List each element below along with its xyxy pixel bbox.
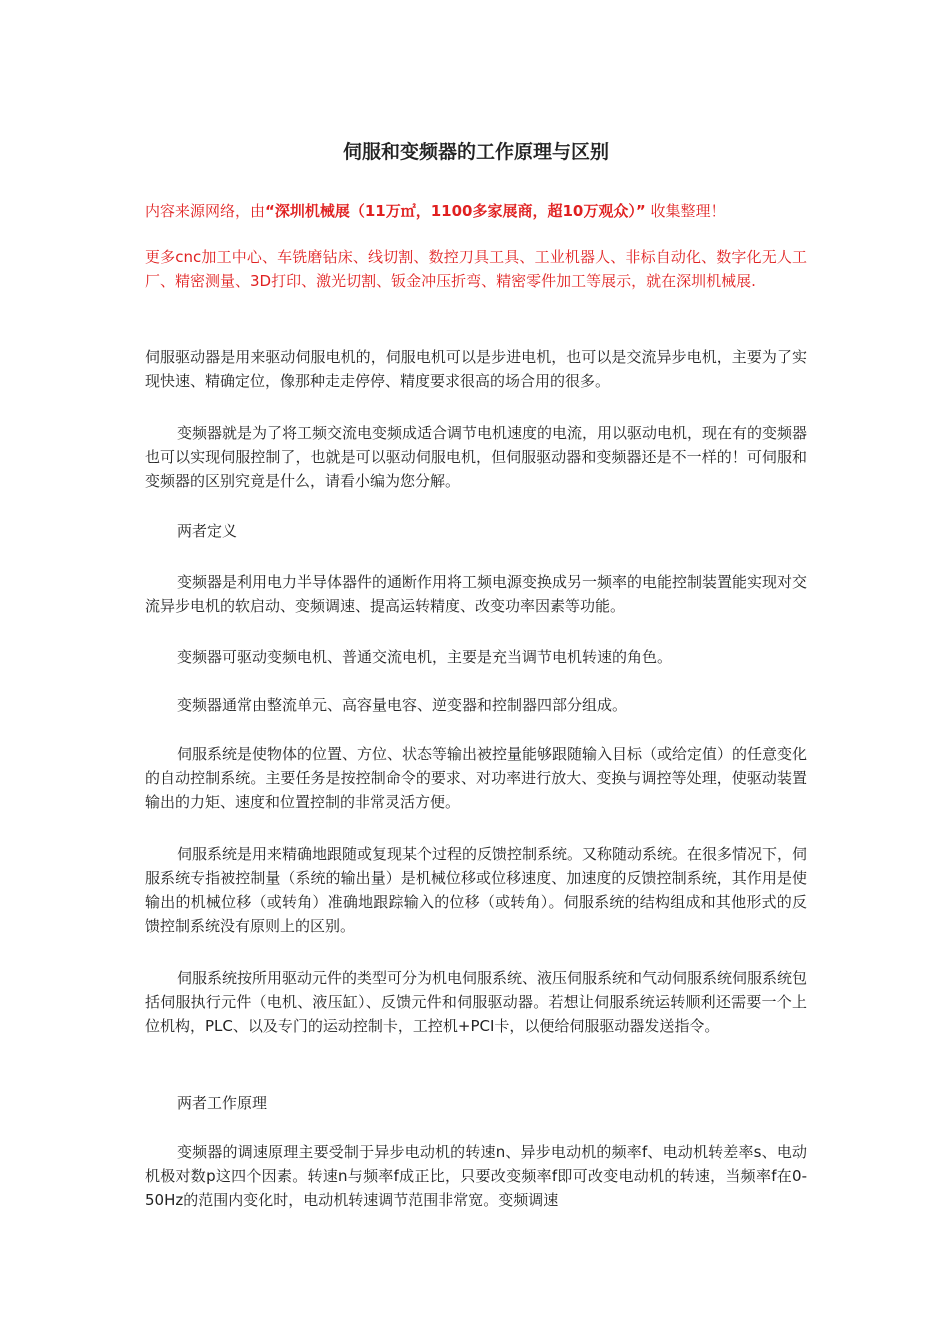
body-paragraph: 变频器是利用电力半导体器件的通断作用将工频电源变换成另一频率的电能控制装置能实现对交流异步电机的软启动、变频调速、提高运转精度、改变功率因素等功能。 bbox=[145, 573, 808, 615]
body-paragraph: 变频器可驱动变频电机、普通交流电机，主要是充当调节电机转速的角色。 bbox=[177, 648, 673, 666]
section-heading: 两者定义 bbox=[177, 522, 238, 540]
body-paragraph: 伺服系统按所用驱动元件的类型可分为机电伺服系统、液压伺服系统和气动伺服系统伺服系统包括伺服执行元件（电机、液压缸）、反馈元件和伺服驱动器。若想让伺服系统运转顺利还需要一个上位机构，PLC、以及专门的运动控制卡，工控机+PCI卡，以便给伺服驱动器发送指令。 bbox=[145, 969, 808, 1035]
source-suffix: 收集整理！ bbox=[650, 202, 726, 220]
body-paragraph: 变频器的调速原理主要受制于异步电动机的转速n、异步电动机的频率f、电动机转差率s、电动机极对数p这四个因素。转速n与频率f成正比，只要改变频率f即可改变电动机的转速，当频率f在0-50Hz的范围内变化时，电动机转速调节范围非常宽。变频调速 bbox=[145, 1143, 807, 1209]
source-prefix: 内容来源网络，由 bbox=[145, 202, 266, 220]
promo-paragraph: 更多cnc加工中心、车铣磨钻床、线切割、数控刀具工具、工业机器人、非标自动化、数字化无人工厂、精密测量、3D打印、激光切割、钣金冲压折弯、精密零件加工等展示，就在深圳机械展. bbox=[145, 248, 807, 290]
body-paragraph: 变频器就是为了将工频交流电变频成适合调节电机速度的电流，用以驱动电机，现在有的变频器也可以实现伺服控制了，也就是可以驱动伺服电机，但伺服驱动器和变频器还是不一样的！可伺服和变频器的区别究竟是什么，请看小编为您分解。 bbox=[145, 424, 808, 490]
section-heading: 两者工作原理 bbox=[177, 1094, 268, 1112]
body-paragraph: 伺服系统是使物体的位置、方位、状态等输出被控量能够跟随输入目标（或给定值）的任意变化的自动控制系统。主要任务是按控制命令的要求、对功率进行放大、变换与调控等处理，使驱动装置输出的力矩、速度和位置控制的非常灵活方便。 bbox=[145, 745, 808, 811]
body-paragraph: 伺服系统是用来精确地跟随或复现某个过程的反馈控制系统。又称随动系统。在很多情况下，伺服系统专指被控制量（系统的输出量）是机械位移或位移速度、加速度的反馈控制系统，其作用是使输出的机械位移（或转角）准确地跟踪输入的位移（或转角）。伺服系统的结构组成和其他形式的反馈控制系统没有原则上的区别。 bbox=[145, 845, 808, 935]
document-title: 伺服和变频器的工作原理与区别 bbox=[342, 141, 609, 163]
body-paragraph: 伺服驱动器是用来驱动伺服电机的，伺服电机可以是步进电机，也可以是交流异步电机，主要为了实现快速、精确定位，像那种走走停停、精度要求很高的场合用的很多。 bbox=[145, 348, 807, 390]
source-highlight: “深圳机械展（11万㎡，1100多家展商，超10万观众）” bbox=[265, 202, 646, 220]
source-line bbox=[145, 199, 807, 223]
body-paragraph: 变频器通常由整流单元、高容量电容、逆变器和控制器四部分组成。 bbox=[177, 696, 628, 714]
